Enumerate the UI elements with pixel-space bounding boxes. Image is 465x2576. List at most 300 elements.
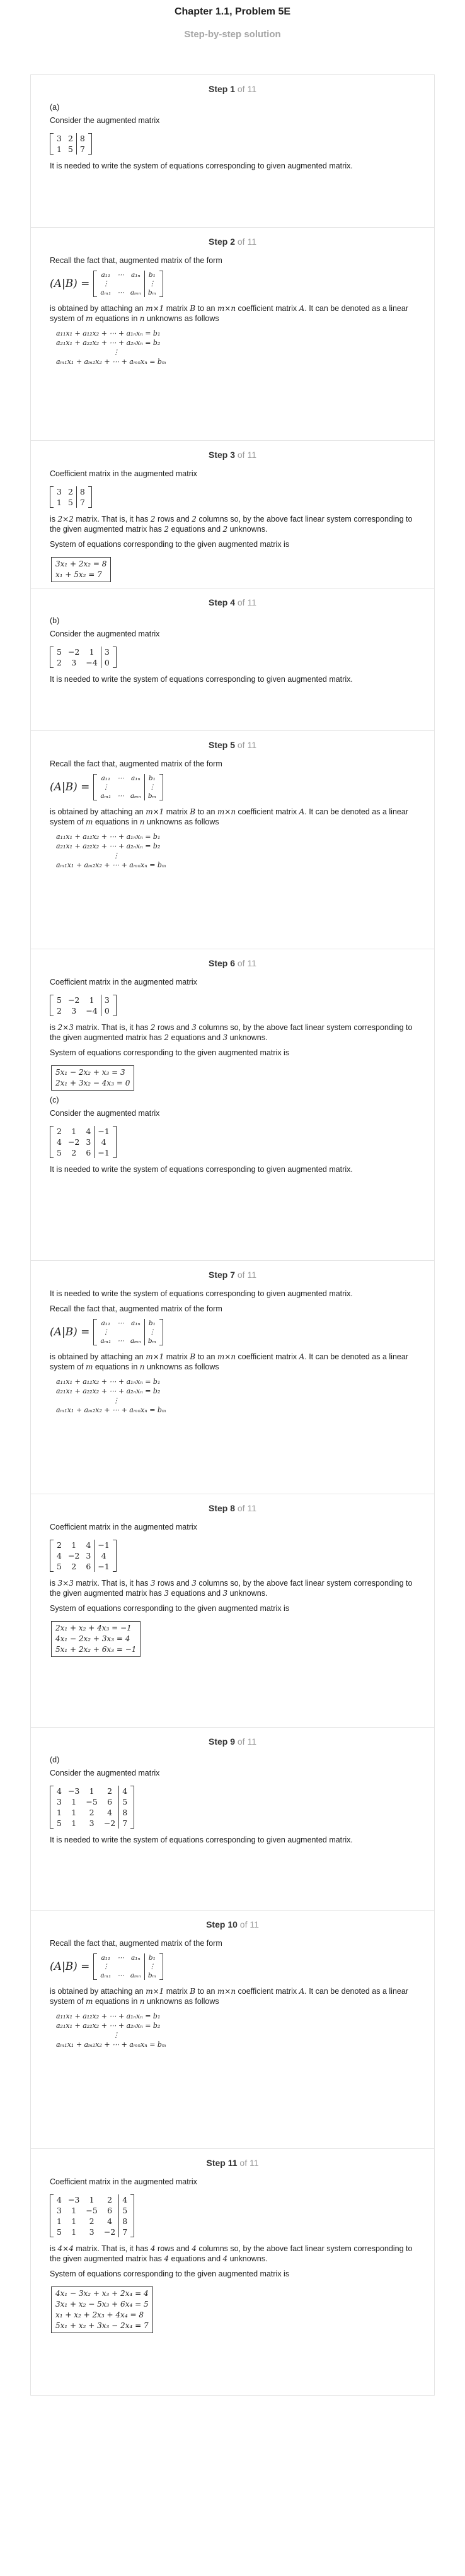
ab-label: (A|B) = bbox=[50, 1326, 90, 1338]
text: matrix. That is, it has bbox=[76, 515, 149, 524]
matrix-cell: 3 bbox=[57, 1797, 62, 1806]
matrix-cell bbox=[127, 1328, 144, 1337]
math-symbol: A bbox=[299, 1352, 305, 1361]
text: equations in bbox=[95, 314, 138, 323]
step-title: Step 3 of 11 bbox=[208, 450, 256, 460]
matrix-cell: 1 bbox=[71, 1540, 77, 1550]
math-value: 3×3 bbox=[57, 1579, 74, 1588]
math-value: 3 bbox=[192, 1579, 197, 1588]
text: equations in bbox=[95, 817, 138, 826]
step-10 bbox=[30, 1910, 435, 2148]
matrix-cell: 3 bbox=[57, 134, 62, 143]
text: unknowns. bbox=[229, 1589, 268, 1598]
matrix-cell: 0 bbox=[101, 1005, 112, 1016]
matrix-cell: 2 bbox=[67, 487, 73, 496]
text: columns so, by the above fact linear system corresponding to the given augmented matrix has bbox=[50, 515, 413, 534]
matrix-cell: 1 bbox=[71, 2216, 77, 2226]
matrix-cell: aₘ₁ bbox=[100, 289, 112, 296]
matrix-cell: ⋯ bbox=[117, 1954, 124, 1962]
matrix-cell: 5 bbox=[57, 995, 62, 1005]
matrix-cell: 2 bbox=[107, 1786, 113, 1796]
matrix-cell: 4 bbox=[95, 1550, 113, 1561]
step-title: Step 2 of 11 bbox=[208, 237, 256, 247]
bracket-right bbox=[113, 1540, 117, 1572]
math-symbol: B bbox=[190, 304, 196, 313]
matrix-cell: 0 bbox=[101, 657, 112, 668]
obtained-text bbox=[50, 1986, 415, 2006]
matrix-cell: 3 bbox=[101, 995, 112, 1005]
matrix-cell: aₘₙ bbox=[130, 289, 141, 296]
obtained-text bbox=[50, 303, 415, 324]
equation-line: a₂₁x₁ + a₂₂x₂ + ⋯ + a₂ₙxₙ = b₂ bbox=[56, 1387, 161, 1395]
math-symbol: B bbox=[190, 807, 196, 816]
matrix-cell: 2 bbox=[71, 1148, 77, 1157]
matrix-cell: 5 bbox=[119, 2205, 130, 2216]
ab-label: (A|B) = bbox=[50, 1960, 90, 1973]
matrix-cell: 7 bbox=[76, 144, 88, 155]
equation-line: a₂₁x₁ + a₂₂x₂ + ⋯ + a₂ₙxₙ = b₂ bbox=[56, 2022, 161, 2030]
matrix-cell: ⋮ bbox=[102, 783, 110, 791]
matrix-cell: bₘ bbox=[144, 288, 159, 297]
matrix-cell: 4 bbox=[57, 2195, 62, 2204]
math-symbol: m×n bbox=[217, 807, 236, 816]
math-symbol: n bbox=[139, 817, 145, 826]
matrix-cell: b₁ bbox=[144, 271, 159, 279]
matrix-cell: b₁ bbox=[144, 774, 159, 783]
text: Consider the augmented matrix bbox=[50, 1769, 160, 1777]
matrix-cell bbox=[114, 1962, 127, 1971]
step-title: Step 11 of 11 bbox=[206, 2158, 259, 2168]
text: unknowns as follows bbox=[146, 314, 219, 323]
augmented-matrix bbox=[50, 133, 92, 155]
step-title: Step 8 of 11 bbox=[208, 1503, 256, 1513]
equation-line: 5x₁ + 2x₂ + 6x₃ = −1 bbox=[55, 1645, 137, 1654]
math-value: 3 bbox=[150, 1579, 156, 1588]
matrix-cell: −2 bbox=[67, 995, 80, 1005]
matrix-cell: −1 bbox=[95, 1126, 113, 1137]
steps-container bbox=[30, 74, 435, 2396]
text: matrix. That is, it has bbox=[76, 2244, 149, 2253]
ab-label: (A|B) = bbox=[50, 278, 90, 290]
matrix-cell: ⋯ bbox=[117, 271, 124, 279]
text: Consider the augmented matrix bbox=[50, 1109, 160, 1118]
matrix-cell: 1 bbox=[71, 2227, 77, 2237]
equation-line: a₁₁x₁ + a₁₂x₂ + ⋯ + a₁ₙxₙ = b₁ bbox=[56, 329, 161, 337]
text: equations and bbox=[171, 1033, 221, 1042]
augmented-matrix bbox=[50, 1786, 134, 1829]
math-value: 4 bbox=[222, 2254, 228, 2263]
text: coefficient matrix bbox=[238, 1352, 297, 1361]
matrix-cell: 3 bbox=[89, 2227, 95, 2237]
augmented-matrix bbox=[50, 2194, 134, 2237]
matrix-cell: 3 bbox=[71, 658, 77, 667]
step-title: Step 5 of 11 bbox=[208, 740, 256, 750]
text: unknowns. bbox=[229, 2254, 268, 2263]
bracket-right bbox=[159, 1953, 163, 1980]
text: equations in bbox=[95, 1362, 138, 1371]
matrix-cell: 5 bbox=[57, 1148, 62, 1157]
text: coefficient matrix bbox=[238, 304, 297, 313]
matrix-cell: bₘ bbox=[144, 792, 159, 800]
matrix-cell: 3 bbox=[57, 2206, 62, 2215]
matrix-cell: 1 bbox=[89, 2195, 95, 2204]
step-title: Step 6 of 11 bbox=[208, 958, 256, 968]
text: Coefficient matrix in the augmented matrix bbox=[50, 2177, 197, 2186]
text: System of equations corresponding to the given augmented matrix is bbox=[50, 1604, 290, 1613]
matrix-cell: 4 bbox=[86, 1540, 91, 1550]
matrix-cell: 4 bbox=[57, 1551, 62, 1560]
step-7 bbox=[30, 1260, 435, 1494]
matrix-cell: 2 bbox=[67, 134, 73, 143]
equation-line: ⋮ bbox=[112, 852, 120, 860]
matrix-cell: ⋮ bbox=[144, 279, 159, 288]
step-title: Step 10 of 11 bbox=[206, 1919, 259, 1929]
general-linear-system bbox=[56, 329, 415, 366]
text: is obtained by attaching an bbox=[50, 1987, 144, 1996]
math-symbol: m bbox=[85, 1997, 93, 2006]
math-symbol: n bbox=[139, 314, 145, 323]
text: It is needed to write the system of equations corresponding to given augmented matrix. bbox=[50, 161, 353, 170]
text: matrix. That is, it has bbox=[76, 1579, 149, 1588]
ab-label: (A|B) = bbox=[50, 781, 90, 793]
math-symbol: m×1 bbox=[146, 1987, 164, 1996]
text: matrix. That is, it has bbox=[76, 1023, 149, 1032]
math-symbol: n bbox=[139, 1362, 145, 1371]
equation-line: a₁₁x₁ + a₁₂x₂ + ⋯ + a₁ₙxₙ = b₁ bbox=[56, 833, 161, 841]
matrix-cell: 3 bbox=[71, 1006, 77, 1016]
bracket-right bbox=[88, 486, 92, 508]
bracket-right bbox=[130, 1786, 134, 1829]
step-4 bbox=[30, 588, 435, 730]
text: columns so, by the above fact linear system corresponding to the given augmented matrix has bbox=[50, 2244, 413, 2263]
part-label: (c) bbox=[50, 1096, 59, 1104]
text: System of equations corresponding to the given augmented matrix is bbox=[50, 2269, 290, 2278]
step-5 bbox=[30, 730, 435, 949]
matrix-cell: 2 bbox=[89, 2216, 95, 2226]
text: Coefficient matrix in the augmented matrix bbox=[50, 1523, 197, 1531]
matrix-cell: 1 bbox=[71, 1797, 77, 1806]
matrix-cell: aₘ₁ bbox=[100, 792, 112, 800]
math-value: 2 bbox=[150, 515, 156, 524]
text: to an bbox=[197, 304, 215, 313]
matrix-cell: 5 bbox=[57, 1818, 62, 1828]
matrix-cell: 2 bbox=[57, 1127, 62, 1136]
step-8 bbox=[30, 1494, 435, 1727]
matrix-cell: 8 bbox=[119, 2216, 130, 2227]
matrix-cell: 4 bbox=[57, 1786, 62, 1796]
matrix-cell: −4 bbox=[86, 658, 98, 667]
matrix-cell: aₘₙ bbox=[130, 792, 141, 800]
equation-line: x₁ + 5x₂ = 7 bbox=[55, 570, 102, 579]
step-2 bbox=[30, 227, 435, 440]
dims-text bbox=[50, 2244, 415, 2264]
matrix-cell: b₁ bbox=[144, 1319, 159, 1328]
matrix-cell bbox=[127, 783, 144, 792]
step-title: Step 1 of 11 bbox=[208, 84, 256, 94]
matrix-cell: a₁₁ bbox=[101, 775, 111, 782]
math-value: 3 bbox=[222, 1033, 228, 1042]
matrix-cell: a₁ₙ bbox=[130, 1954, 141, 1962]
equation-line: 4x₁ − 3x₂ + x₃ + 2x₄ = 4 bbox=[55, 2289, 149, 2298]
equation-line: a₂₁x₁ + a₂₂x₂ + ⋯ + a₂ₙxₙ = b₂ bbox=[56, 339, 161, 347]
bracket-right bbox=[130, 2194, 134, 2237]
step-title: Step 4 of 11 bbox=[208, 597, 256, 607]
matrix-cell: aₘ₁ bbox=[100, 1972, 112, 1979]
matrix-cell: −3 bbox=[67, 2195, 80, 2204]
matrix-cell: −1 bbox=[95, 1540, 113, 1550]
matrix-cell: −2 bbox=[103, 1818, 116, 1828]
equation-line: ⋮ bbox=[112, 348, 120, 356]
matrix-cell bbox=[114, 783, 127, 792]
bracket-right bbox=[88, 133, 92, 155]
matrix-cell: 4 bbox=[95, 1137, 113, 1147]
matrix-cell: −1 bbox=[95, 1561, 113, 1572]
text: is bbox=[50, 2244, 56, 2253]
text: unknowns as follows bbox=[146, 1997, 219, 2006]
matrix-cell: 4 bbox=[119, 2194, 130, 2205]
equation-system bbox=[51, 2286, 153, 2333]
general-augmented-matrix bbox=[50, 1953, 415, 1980]
bracket-right bbox=[113, 647, 117, 668]
augmented-matrix bbox=[50, 1126, 117, 1158]
text: Consider the augmented matrix bbox=[50, 629, 160, 638]
matrix-cell: 1 bbox=[89, 647, 95, 657]
general-augmented-matrix bbox=[50, 1319, 415, 1345]
matrix-cell: 5 bbox=[57, 2227, 62, 2237]
matrix-cell: 1 bbox=[57, 144, 62, 154]
math-value: 2 bbox=[150, 1023, 156, 1032]
bracket-right bbox=[159, 271, 163, 297]
math-symbol: m×1 bbox=[146, 807, 164, 816]
text: It is needed to write the system of equations corresponding to given augmented matrix. bbox=[50, 1289, 353, 1298]
text: It is needed to write the system of equations corresponding to given augmented matrix. bbox=[50, 675, 353, 684]
matrix-cell: 8 bbox=[76, 486, 88, 497]
math-symbol: A bbox=[299, 304, 305, 313]
matrix-cell: a₁ₙ bbox=[130, 775, 141, 782]
math-value: 4×4 bbox=[57, 2244, 74, 2253]
matrix-cell: 7 bbox=[119, 1818, 130, 1829]
text: to an bbox=[197, 807, 215, 816]
text: equations and bbox=[171, 525, 221, 534]
matrix-cell: 3 bbox=[89, 1818, 95, 1828]
equation-line: aₘ₁x₁ + aₘ₂x₂ + ⋯ + aₘₙxₙ = bₘ bbox=[56, 1406, 166, 1414]
matrix-cell: 5 bbox=[57, 1562, 62, 1571]
step-3 bbox=[30, 440, 435, 588]
matrix-cell: −4 bbox=[86, 1006, 98, 1016]
matrix-cell bbox=[127, 279, 144, 288]
text: to an bbox=[197, 1352, 215, 1361]
matrix-cell: 8 bbox=[76, 133, 88, 144]
matrix-cell: 2 bbox=[71, 1562, 77, 1571]
text: to an bbox=[197, 1987, 215, 1996]
equation-line: aₘ₁x₁ + aₘ₂x₂ + ⋯ + aₘₙxₙ = bₘ bbox=[56, 2040, 166, 2049]
math-symbol: m×n bbox=[217, 1987, 236, 1996]
equation-line: a₂₁x₁ + a₂₂x₂ + ⋯ + a₂ₙxₙ = b₂ bbox=[56, 842, 161, 850]
matrix-cell: 1 bbox=[57, 498, 62, 507]
text: Recall the fact that, augmented matrix of the form bbox=[50, 1304, 222, 1313]
matrix-cell: ⋮ bbox=[102, 1963, 110, 1970]
text: columns so, by the above fact linear system corresponding to the given augmented matrix has bbox=[50, 1579, 413, 1598]
text: unknowns as follows bbox=[146, 817, 219, 826]
augmented-matrix bbox=[50, 647, 117, 668]
augmented-matrix bbox=[50, 1540, 117, 1572]
equation-system bbox=[51, 1621, 141, 1657]
general-augmented-matrix bbox=[50, 774, 415, 800]
math-value: 2×2 bbox=[57, 515, 74, 524]
text: is bbox=[50, 1023, 56, 1032]
math-value: 2 bbox=[222, 525, 228, 534]
general-matrix bbox=[93, 271, 163, 297]
matrix-cell: 2 bbox=[57, 1540, 62, 1550]
text: System of equations corresponding to the given augmented matrix is bbox=[50, 540, 290, 549]
equation-line: a₁₁x₁ + a₁₂x₂ + ⋯ + a₁ₙxₙ = b₁ bbox=[56, 2012, 161, 2020]
text: unknowns as follows bbox=[146, 1362, 219, 1371]
math-value: 2 bbox=[164, 1033, 169, 1042]
text: It is needed to write the system of equations corresponding to given augmented matrix. bbox=[50, 1165, 353, 1174]
matrix-cell: ⋯ bbox=[117, 775, 124, 782]
obtained-text bbox=[50, 1352, 415, 1372]
matrix-cell: −3 bbox=[67, 1786, 80, 1796]
math-value: 3 bbox=[164, 1589, 169, 1598]
matrix-cell: 1 bbox=[71, 2206, 77, 2215]
text: coefficient matrix bbox=[238, 1987, 297, 1996]
page-title: Chapter 1.1, Problem 5E bbox=[174, 6, 291, 17]
matrix-cell: 6 bbox=[86, 1148, 91, 1157]
dims-text bbox=[50, 1022, 415, 1043]
matrix-cell: 1 bbox=[89, 995, 95, 1005]
matrix-cell: 1 bbox=[57, 1808, 62, 1817]
equation-line: 5x₁ + x₂ + 3x₃ − 2x₄ = 7 bbox=[55, 2321, 149, 2330]
part-label: (d) bbox=[50, 1755, 60, 1764]
math-symbol: A bbox=[299, 1987, 305, 1996]
math-value: 4 bbox=[150, 2244, 156, 2253]
matrix-cell: 7 bbox=[119, 2227, 130, 2237]
text: Coefficient matrix in the augmented matrix bbox=[50, 469, 197, 478]
text: unknowns. bbox=[229, 1033, 268, 1042]
equation-line: aₘ₁x₁ + aₘ₂x₂ + ⋯ + aₘₙxₙ = bₘ bbox=[56, 358, 166, 366]
matrix-cell: bₘ bbox=[144, 1337, 159, 1345]
text: . It can be denoted as a linear system of bbox=[50, 1352, 408, 1371]
matrix-cell: ⋮ bbox=[144, 1328, 159, 1337]
matrix-cell: aₘ₁ bbox=[100, 1337, 112, 1345]
matrix-cell: 1 bbox=[71, 1127, 77, 1136]
text: It is needed to write the system of equations corresponding to given augmented matrix. bbox=[50, 1835, 353, 1844]
text: is obtained by attaching an bbox=[50, 807, 144, 816]
matrix-cell: 5 bbox=[67, 144, 73, 154]
matrix-cell: 6 bbox=[86, 1562, 91, 1571]
matrix-cell: ⋯ bbox=[117, 792, 124, 800]
step-1 bbox=[30, 74, 435, 227]
text: matrix bbox=[166, 1352, 188, 1361]
equation-line: a₁₁x₁ + a₁₂x₂ + ⋯ + a₁ₙxₙ = b₁ bbox=[56, 1378, 161, 1386]
bracket-right bbox=[113, 1126, 117, 1158]
obtained-text bbox=[50, 807, 415, 827]
text: rows and bbox=[158, 515, 190, 524]
matrix-cell: a₁₁ bbox=[101, 271, 111, 279]
step-6 bbox=[30, 949, 435, 1260]
matrix-cell: −2 bbox=[67, 647, 80, 657]
page-subtitle: Step-by-step solution bbox=[184, 29, 281, 40]
matrix-cell: −2 bbox=[103, 2227, 116, 2237]
matrix-cell: 1 bbox=[71, 1808, 77, 1817]
text: rows and bbox=[158, 1023, 190, 1032]
augmented-matrix bbox=[50, 486, 92, 508]
matrix-cell: 5 bbox=[119, 1796, 130, 1807]
text: Recall the fact that, augmented matrix of the form bbox=[50, 759, 222, 768]
general-linear-system bbox=[56, 832, 415, 870]
general-augmented-matrix bbox=[50, 271, 415, 297]
math-symbol: m×1 bbox=[146, 1352, 164, 1361]
text: Recall the fact that, augmented matrix of the form bbox=[50, 256, 222, 265]
equation-line: 2x₁ + 3x₂ − 4x₃ = 0 bbox=[55, 1079, 130, 1087]
math-symbol: n bbox=[139, 1997, 145, 2006]
matrix-cell: 2 bbox=[107, 2195, 113, 2204]
bracket-right bbox=[159, 774, 163, 800]
equation-line: ⋮ bbox=[112, 2031, 120, 2039]
matrix-cell: aₘₙ bbox=[130, 1972, 141, 1979]
text: System of equations corresponding to the given augmented matrix is bbox=[50, 1048, 290, 1057]
matrix-cell: 5 bbox=[67, 498, 73, 507]
matrix-cell bbox=[114, 1328, 127, 1337]
text: matrix bbox=[166, 1987, 188, 1996]
matrix-cell: ⋮ bbox=[144, 1962, 159, 1971]
math-symbol: B bbox=[190, 1987, 196, 1996]
general-matrix bbox=[93, 1319, 163, 1345]
matrix-cell: 2 bbox=[57, 1006, 62, 1016]
page-header bbox=[0, 0, 465, 74]
matrix-cell: a₁ₙ bbox=[130, 1320, 141, 1327]
dims-text bbox=[50, 514, 415, 534]
text: . It can be denoted as a linear system of bbox=[50, 304, 408, 323]
math-value: 3 bbox=[192, 1023, 197, 1032]
equation-line: aₘ₁x₁ + aₘ₂x₂ + ⋯ + aₘₙxₙ = bₘ bbox=[56, 861, 166, 869]
math-symbol: B bbox=[190, 1352, 196, 1361]
math-symbol: m×n bbox=[217, 1352, 236, 1361]
math-symbol: m bbox=[85, 1362, 93, 1371]
matrix-cell bbox=[127, 1962, 144, 1971]
matrix-cell: 8 bbox=[119, 1807, 130, 1818]
matrix-cell: a₁₁ bbox=[101, 1320, 111, 1327]
matrix-cell: −5 bbox=[86, 2206, 98, 2215]
step-9 bbox=[30, 1727, 435, 1910]
matrix-cell: ⋯ bbox=[117, 1972, 124, 1979]
matrix-cell: 3 bbox=[101, 647, 112, 657]
matrix-cell: −2 bbox=[67, 1137, 80, 1147]
math-symbol: m bbox=[85, 817, 93, 826]
equation-line: ⋮ bbox=[112, 1396, 120, 1405]
text: . It can be denoted as a linear system of bbox=[50, 1987, 408, 2006]
matrix-cell: 4 bbox=[119, 1786, 130, 1796]
text: is obtained by attaching an bbox=[50, 304, 144, 313]
matrix-cell: aₘₙ bbox=[130, 1337, 141, 1345]
equation-line: 4x₁ − 2x₂ + 3x₃ = 4 bbox=[55, 1634, 130, 1643]
text: Coefficient matrix in the augmented matrix bbox=[50, 978, 197, 986]
text: is obtained by attaching an bbox=[50, 1352, 144, 1361]
text: matrix bbox=[166, 807, 188, 816]
augmented-matrix bbox=[50, 995, 117, 1016]
text: unknowns. bbox=[229, 525, 268, 534]
matrix-cell: a₁₁ bbox=[101, 1954, 111, 1962]
matrix-cell: 1 bbox=[57, 2216, 62, 2226]
bracket-right bbox=[113, 995, 117, 1016]
equation-line: 5x₁ − 2x₂ + x₃ = 3 bbox=[55, 1068, 125, 1077]
text: is bbox=[50, 1579, 56, 1588]
math-value: 4 bbox=[192, 2244, 197, 2253]
equation-system bbox=[51, 557, 111, 582]
matrix-cell: 3 bbox=[86, 1551, 91, 1560]
general-linear-system bbox=[56, 1377, 415, 1415]
math-symbol: A bbox=[299, 807, 305, 816]
